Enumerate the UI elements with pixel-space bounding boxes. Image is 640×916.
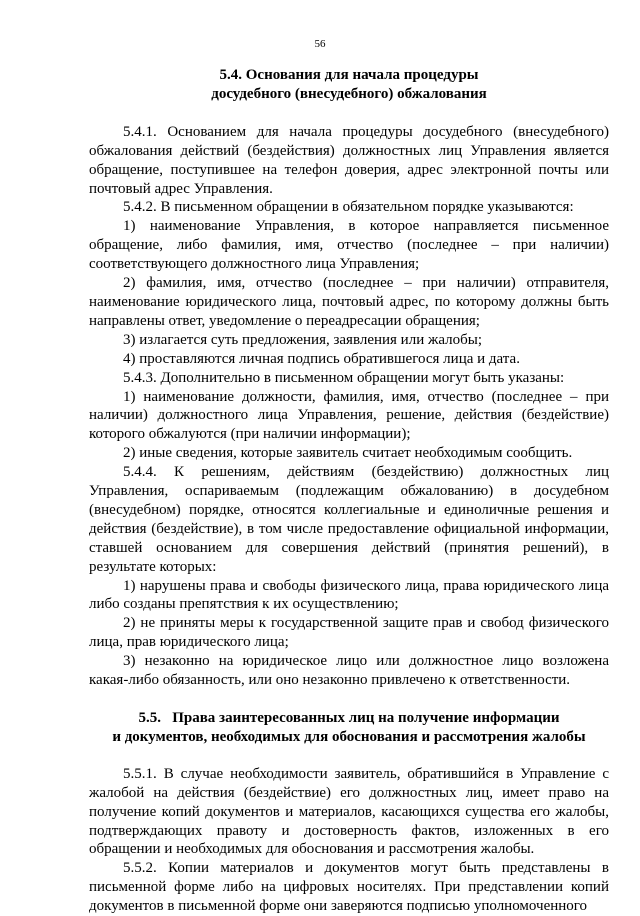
list-item: 2) иные сведения, которые заявитель считает необходимым сообщить. <box>123 445 573 462</box>
heading-line: досудебного (внесудебного) обжалования <box>211 85 487 102</box>
list-item: 4) проставляются личная подпись обратившегося лица и дата. <box>123 350 520 367</box>
paragraph: 5.4.4. К решениям, действиям (бездействию) должностных лиц Управления, оспариваемым (подлежащим обжалованию) в досудебном (внесудебном) порядке, относятся коллегиальные и единоличные решения и действия (бездействие), в том числе предоставление официальной информации, ставшей основанием для совершения действий (принятия решений), в результате которых: <box>89 464 609 575</box>
list-item: 1) нарушены права и свободы физического лица, права юридического лица либо созданы препятствия к их осуществлению; <box>89 577 609 613</box>
heading-line: 5.4. Основания для начала процедуры <box>219 67 479 83</box>
page-number: 56 <box>314 38 326 50</box>
paragraph: 5.4.3. Дополнительно в письменном обращении могут быть указаны: <box>123 369 565 386</box>
section-heading-5-5 <box>89 709 609 747</box>
list-item: 1) наименование должности, фамилия, имя, отчество (последнее – при наличии) должностного лица Управления, решение, действия (бездействие) которого обжалуются (при наличии информации); <box>89 388 609 443</box>
list-item: 3) незаконно на юридическое лицо или должностное лицо возложена какая-либо обязанность, или оно незаконно привлечено к ответственности. <box>89 653 609 689</box>
heading-line: и документов, необходимых для обоснования и рассмотрения жалобы <box>112 728 586 745</box>
paragraph: 5.5.2. Копии материалов и документов могут быть представлены в письменной форме либо на цифровых носителях. При представлении копий документов в письменной форме они заверяются подписью уполномоченного <box>89 860 609 915</box>
heading-line: 5.5. Права заинтересованных лиц на получение информации <box>138 710 560 726</box>
section-heading-5-4 <box>89 66 609 104</box>
list-item: 2) фамилия, имя, отчество (последнее – при наличии) отправителя, наименование юридического лица, почтовый адрес, по которому должны быть направлены ответ, уведомление о переадресации обращения; <box>89 275 609 329</box>
list-item: 2) не приняты меры к государственной защите прав и свобод физического лица, прав юридического лица; <box>89 615 609 651</box>
paragraph: 5.4.2. В письменном обращении в обязательном порядке указываются: <box>123 199 574 216</box>
paragraph: 5.5.1. В случае необходимости заявитель, обратившийся в Управление с жалобой на действия (бездействие) его должностных лиц, имеет право на получение копий документов и материалов, касающихся существа его жалобы, подтверждающих правоту и достоверность фактов, изложенных в его обращении и необходимых для обоснования и рассмотрения жалобы. <box>89 765 609 858</box>
list-item: 1) наименование Управления, в которое направляется письменное обращение, либо фамилия, имя, отчество (последнее – при наличии) соответствующего должностного лица Управления; <box>89 218 609 273</box>
paragraph: 5.4.1. Основанием для начала процедуры досудебного (внесудебного) обжалования действий (бездействия) должностных лиц Управления является обращение, поступившее на телефон доверия, адрес электронной почты или почтовый адрес Управления. <box>89 123 609 197</box>
list-item: 3) излагается суть предложения, заявления или жалобы; <box>123 331 482 348</box>
page-content <box>89 66 609 916</box>
